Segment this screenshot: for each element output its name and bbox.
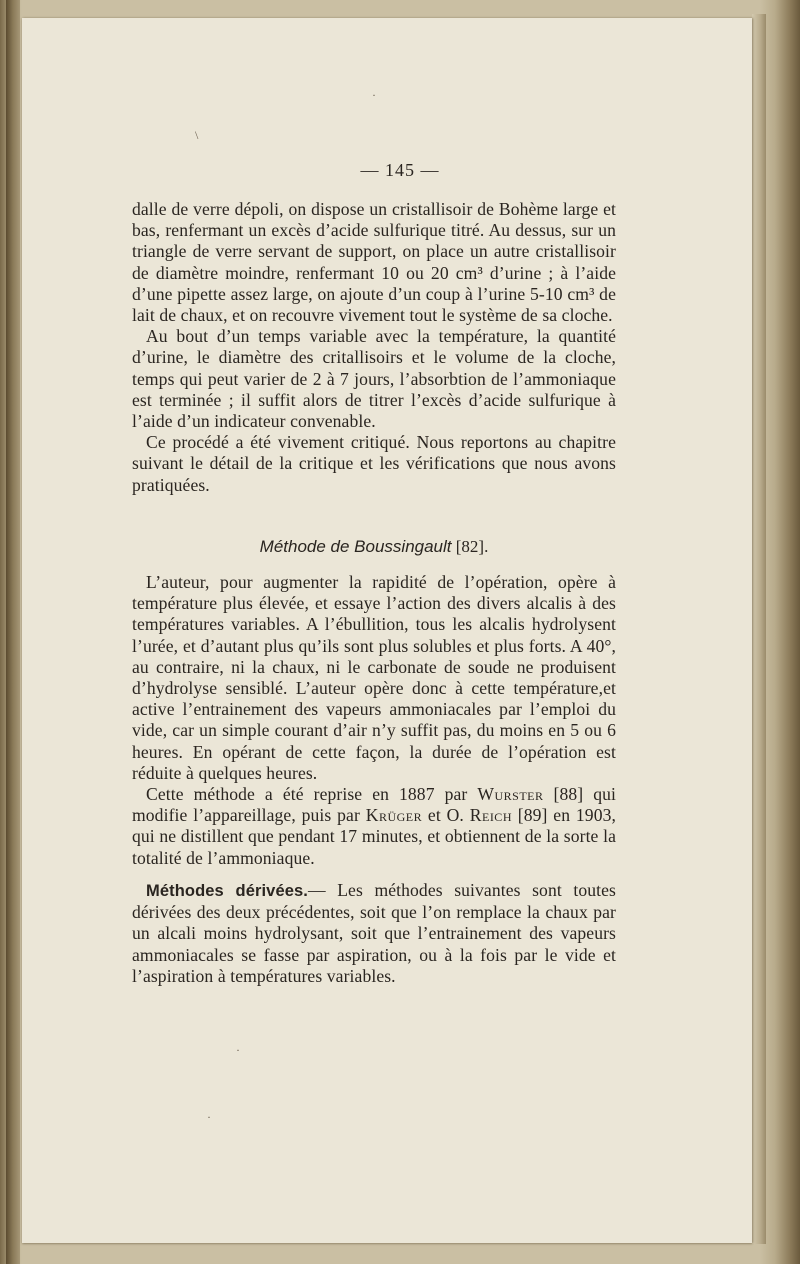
body-block-1 <box>132 199 616 496</box>
section-reference: [82]. <box>451 537 489 556</box>
run-in-heading: Méthodes dérivées. <box>146 882 308 900</box>
body-block-3 <box>132 880 616 987</box>
paragraph-author-method: L’auteur, pour augmenter la rapidité de l’opération, opère à température plus élevée, et essaye l’action des divers alcalis à des températures variables. A l’ébullition, tous les alcalis hydrolysent l’urée, et d’autant plus qu’ils sont plus solubles et plus forts. A 40°, au contraire, ni la chaux, ni le carbonate de soude ne produisent d’hydrolyse sensiblé. L’auteur opère donc à cette température,et active l’entrainement des vapeurs ammoniacales par l’emploi du vide, car un simple courant d’air n’y suffit pas, du moins en 5 ou 6 heures. En opérant de cette façon, la durée de l’opération est réduite à quelques heures. <box>132 572 616 783</box>
body-block-2 <box>132 572 616 869</box>
book-spine <box>6 0 20 1264</box>
paragraph-revisions: Cette méthode a été reprise en 1887 par Wurster [88] qui modifie l’appareillage, puis par Krüger et O. Reich [89] en 1903, qui ne distillent que pendant 17 minutes, et obtiennent de la sorte la totalité de l’ammoniaque. <box>132 784 616 868</box>
author-name: Reich <box>469 805 512 826</box>
page-edge <box>752 14 766 1244</box>
page-number: — 145 — <box>360 160 440 180</box>
author-name: Krüger <box>365 805 423 826</box>
speck-mark: · <box>236 1043 240 1057</box>
speck-mark: · <box>207 1110 211 1124</box>
speck-mark: · <box>372 88 376 102</box>
paragraph-continued: dalle de verre dépoli, on dispose un cristallisoir de Bohème large et bas, renfermant un excès d’acide sulfurique titré. Au dessus, sur un triangle de verre servant de support, on place un autre cristallisoir de diamètre moindre, renfermant 10 ou 20 cm³ d’urine ; à l’aide d’une pipette assez large, on ajoute d’un coup à l’urine 5-10 cm³ de lait de chaux, et on recouvre vivement tout le système de sa cloche. <box>132 199 616 326</box>
section-heading <box>132 537 616 557</box>
speck-mark: \ <box>195 128 199 142</box>
paragraph-critique: Ce procédé a été vivement critiqué. Nous reportons au chapitre suivant le détail de la critique et les vérifications que nous avons pratiquées. <box>132 432 616 495</box>
paragraph-absorption: Au bout d’un temps variable avec la température, la quantité d’urine, le diamètre des critallisoirs et le volume de la cloche, temps qui peut varier de 2 à 7 jours, l’absorbtion de l’ammoniaque est terminée ; il suffit alors de titrer l’excès d’acide sulfurique à l’aide d’un indicateur convenable. <box>132 326 616 432</box>
author-name: Wurster <box>477 784 544 805</box>
paragraph-derived-methods: Méthodes dérivées.— Les méthodes suivantes sont toutes dérivées des deux précédentes, soit que l’on remplace la chaux par un alcali moins hydrolysant, soit que l’entrainement des vapeurs ammoniacales se fasse par aspiration, ou à la fois par le vide et l’aspiration à températures variables. <box>132 880 616 986</box>
section-title: Méthode de Boussingault <box>259 537 452 556</box>
